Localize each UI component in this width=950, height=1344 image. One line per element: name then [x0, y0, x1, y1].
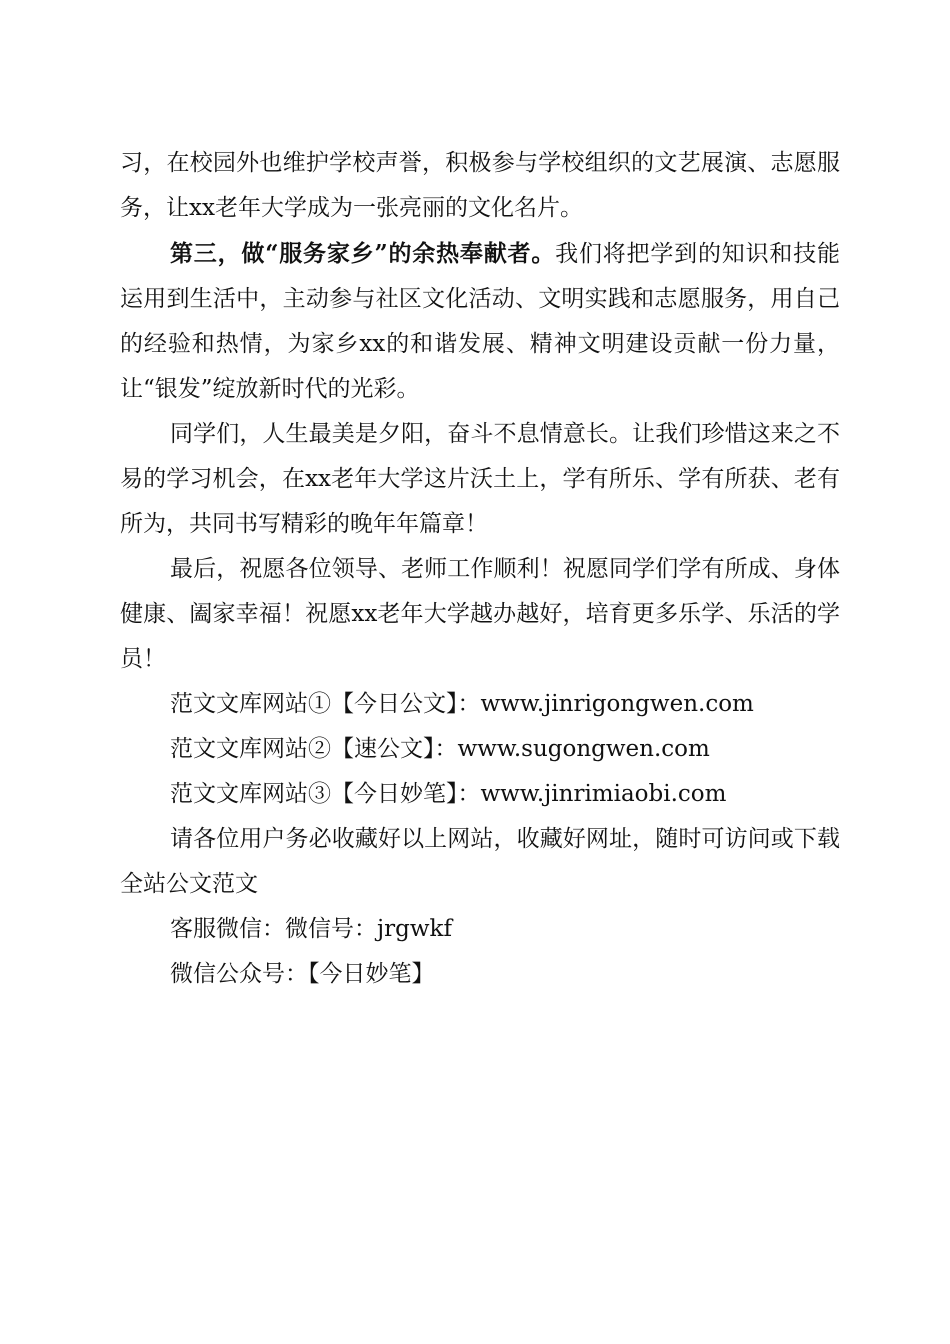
paragraph-text: 习，在校园外也维护学校声誉，积极参与学校组织的文艺展演、志愿服务，让xx老年大学成为一张亮丽的文化名片。 [120, 150, 840, 221]
service-wechat: 客服微信：微信号：jrgwkf [170, 916, 452, 942]
website-link-1[interactable]: 范文文库网站①【今日公文】：www.jinrigongwen.com [170, 691, 754, 717]
paragraph-text: 最后，祝愿各位领导、老师工作顺利！祝愿同学们学有所成、身体健康、阖家幸福！祝愿xx老年大学越办越好，培育更多乐学、乐活的学员！ [120, 556, 840, 672]
paragraph-lead: 第三，做“服务家乡”的余热奉献者。 [170, 240, 556, 267]
paragraph-continuation [120, 141, 840, 231]
paragraph-closing-wishes [120, 547, 840, 682]
bookmark-notice: 请各位用户务必收藏好以上网站，收藏好网址，随时可访问或下载全站公文范文 [120, 826, 840, 897]
website-link-3[interactable]: 范文文库网站③【今日妙笔】：www.jinrimiaobi.com [170, 781, 727, 807]
paragraph-text: 我们将把学到的知识和技能运用到生活中，主动参与社区文化活动、文明实践和志愿服务，用自己的经验和热情，为家乡xx的和谐发展、精神文明建设贡献一份力量，让“银发”绽放新时代的光彩。 [120, 241, 840, 402]
paragraph-classmates [120, 412, 840, 547]
paragraph-text: 同学们，人生最美是夕阳，奋斗不息情意长。让我们珍惜这来之不易的学习机会，在xx老年大学这片沃土上，学有所乐、学有所获、老有所为，共同书写精彩的晚年年篇章！ [120, 421, 840, 537]
public-account: 微信公众号：【今日妙笔】 [170, 961, 435, 987]
paragraph-serve-hometown [120, 231, 840, 412]
website-link-2[interactable]: 范文文库网站②【速公文】：www.sugongwen.com [170, 736, 710, 762]
document-page [120, 141, 840, 997]
